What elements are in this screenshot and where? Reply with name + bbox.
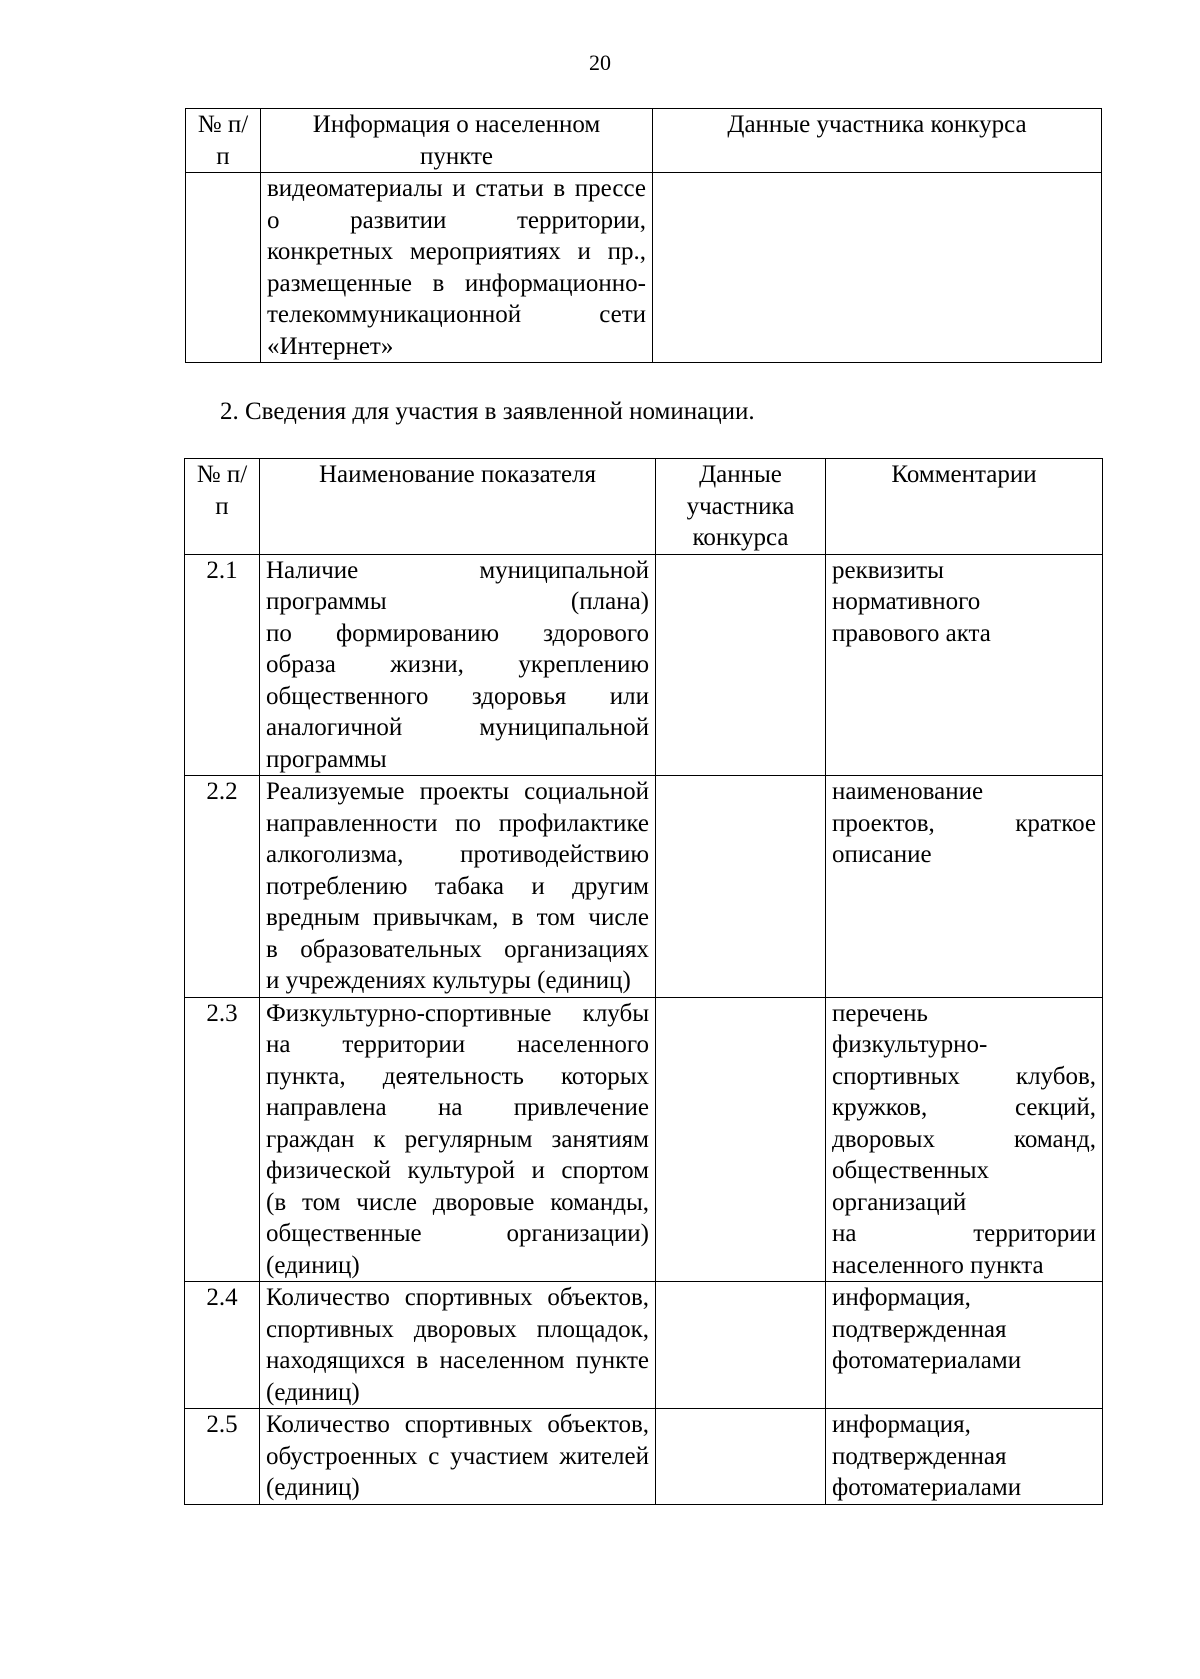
comment-line: наименование <box>832 778 984 805</box>
indicator-line: (единиц) <box>266 1378 360 1406</box>
indicator-line: (в том числе дворовые команды, <box>266 1188 649 1216</box>
comment-line: фотоматериалами <box>832 1347 1022 1374</box>
info-line: о развитии территории, <box>267 206 646 234</box>
header-comments: Комментарии <box>826 459 1103 555</box>
header-indicator: Наименование показателя <box>260 459 656 555</box>
comment-line: населенного пункта <box>832 1251 1044 1279</box>
row-participant <box>653 173 1102 363</box>
indicator-line: (единиц) <box>266 1251 360 1279</box>
info-line: видеоматериалы и статьи в прессе <box>267 175 646 202</box>
page-number: 20 <box>589 50 611 75</box>
comment-line: фотоматериалами <box>832 1474 1022 1501</box>
row-num: 2.4 <box>185 1282 260 1409</box>
row-num <box>186 173 261 363</box>
row-indicator <box>260 554 656 776</box>
info-line: конкретных мероприятиях и пр., <box>267 238 646 265</box>
info-line: телекоммуникационной сети <box>267 301 646 328</box>
settlement-info-table <box>185 108 1102 363</box>
indicator-line: Наличие муниципальной <box>266 556 649 584</box>
table-row <box>185 554 1103 776</box>
row-num: 2.1 <box>185 554 260 776</box>
table-row <box>185 1282 1103 1409</box>
row-comment <box>826 997 1103 1282</box>
indicator-line: пункта, деятельность которых <box>266 1062 649 1090</box>
row-comment <box>826 776 1103 998</box>
indicator-line: общественные организации) <box>266 1220 649 1247</box>
comment-line: информация, <box>832 1284 971 1311</box>
header-num: № п/п <box>185 459 260 555</box>
comment-line: описание <box>832 841 932 868</box>
indicator-line: Количество спортивных объектов, <box>266 1411 649 1438</box>
row-participant <box>656 1282 826 1409</box>
header-participant: Данные участника конкурса <box>656 459 826 555</box>
comment-line: дворовых команд, <box>832 1125 1096 1153</box>
section-heading: 2. Сведения для участия в заявленной номинации. <box>220 398 755 425</box>
comment-line: организаций <box>832 1188 967 1216</box>
indicator-line: программы (плана) <box>266 588 649 615</box>
row-comment <box>826 554 1103 776</box>
header-num: № п/п <box>186 109 261 173</box>
indicator-line: алкоголизма, противодействию <box>266 841 649 868</box>
indicator-line: общественного здоровья или <box>266 682 649 710</box>
table-header-row <box>185 459 1103 555</box>
indicator-line: по формированию здорового <box>266 619 649 647</box>
comment-line: подтвержденная <box>832 1315 1007 1343</box>
indicator-line: образа жизни, укреплению <box>266 651 649 678</box>
header-info: Информация о населенном пункте <box>261 109 653 173</box>
row-info <box>261 173 653 363</box>
row-num: 2.3 <box>185 997 260 1282</box>
info-line: «Интернет» <box>267 332 394 360</box>
row-participant <box>656 1409 826 1505</box>
indicator-line: направленности по профилактике <box>266 809 649 837</box>
comment-line: на территории <box>832 1220 1096 1247</box>
indicator-line: аналогичной муниципальной <box>266 714 649 741</box>
indicator-line: потреблению табака и другим <box>266 872 649 900</box>
indicator-line: и учреждениях культуры (единиц) <box>266 967 631 994</box>
indicator-line: находящихся в населенном пункте <box>266 1347 649 1374</box>
header-participant: Данные участника конкурса <box>653 109 1102 173</box>
indicator-line: программы <box>266 745 387 773</box>
comment-line: кружков, секций, <box>832 1094 1096 1121</box>
indicator-line: обустроенных с участием жителей <box>266 1442 649 1470</box>
row-participant <box>656 554 826 776</box>
comment-line: информация, <box>832 1411 971 1438</box>
row-comment <box>826 1282 1103 1409</box>
row-participant <box>656 776 826 998</box>
info-line: размещенные в информационно- <box>267 269 646 297</box>
table-row <box>185 997 1103 1282</box>
comment-line: проектов, краткое <box>832 809 1096 837</box>
nomination-table <box>184 458 1103 1505</box>
row-indicator <box>260 997 656 1282</box>
indicator-line: (единиц) <box>266 1474 360 1501</box>
comment-line: физкультурно- <box>832 1031 988 1058</box>
indicator-line: спортивных дворовых площадок, <box>266 1315 649 1343</box>
table-header-row <box>186 109 1102 173</box>
comment-line: спортивных клубов, <box>832 1062 1096 1090</box>
row-participant <box>656 997 826 1282</box>
indicator-line: граждан к регулярным занятиям <box>266 1125 649 1153</box>
comment-line: подтвержденная <box>832 1442 1007 1470</box>
table-row <box>186 173 1102 363</box>
comment-line: нормативного <box>832 588 981 615</box>
row-indicator <box>260 1282 656 1409</box>
row-indicator <box>260 1409 656 1505</box>
row-comment <box>826 1409 1103 1505</box>
indicator-line: физической культурой и спортом <box>266 1157 649 1184</box>
indicator-line: Реализуемые проекты социальной <box>266 778 649 805</box>
row-indicator <box>260 776 656 998</box>
row-num: 2.5 <box>185 1409 260 1505</box>
indicator-line: вредным привычкам, в том числе <box>266 904 649 931</box>
comment-line: реквизиты <box>832 556 944 584</box>
comment-line: общественных <box>832 1157 990 1184</box>
row-num: 2.2 <box>185 776 260 998</box>
comment-line: правового акта <box>832 619 991 647</box>
table-row <box>185 776 1103 998</box>
table-row <box>185 1409 1103 1505</box>
indicator-line: Количество спортивных объектов, <box>266 1284 649 1311</box>
indicator-line: в образовательных организациях <box>266 935 649 963</box>
indicator-line: направлена на привлечение <box>266 1094 649 1121</box>
indicator-line: Физкультурно-спортивные клубы <box>266 999 649 1027</box>
indicator-line: на территории населенного <box>266 1031 649 1058</box>
comment-line: перечень <box>832 999 928 1027</box>
